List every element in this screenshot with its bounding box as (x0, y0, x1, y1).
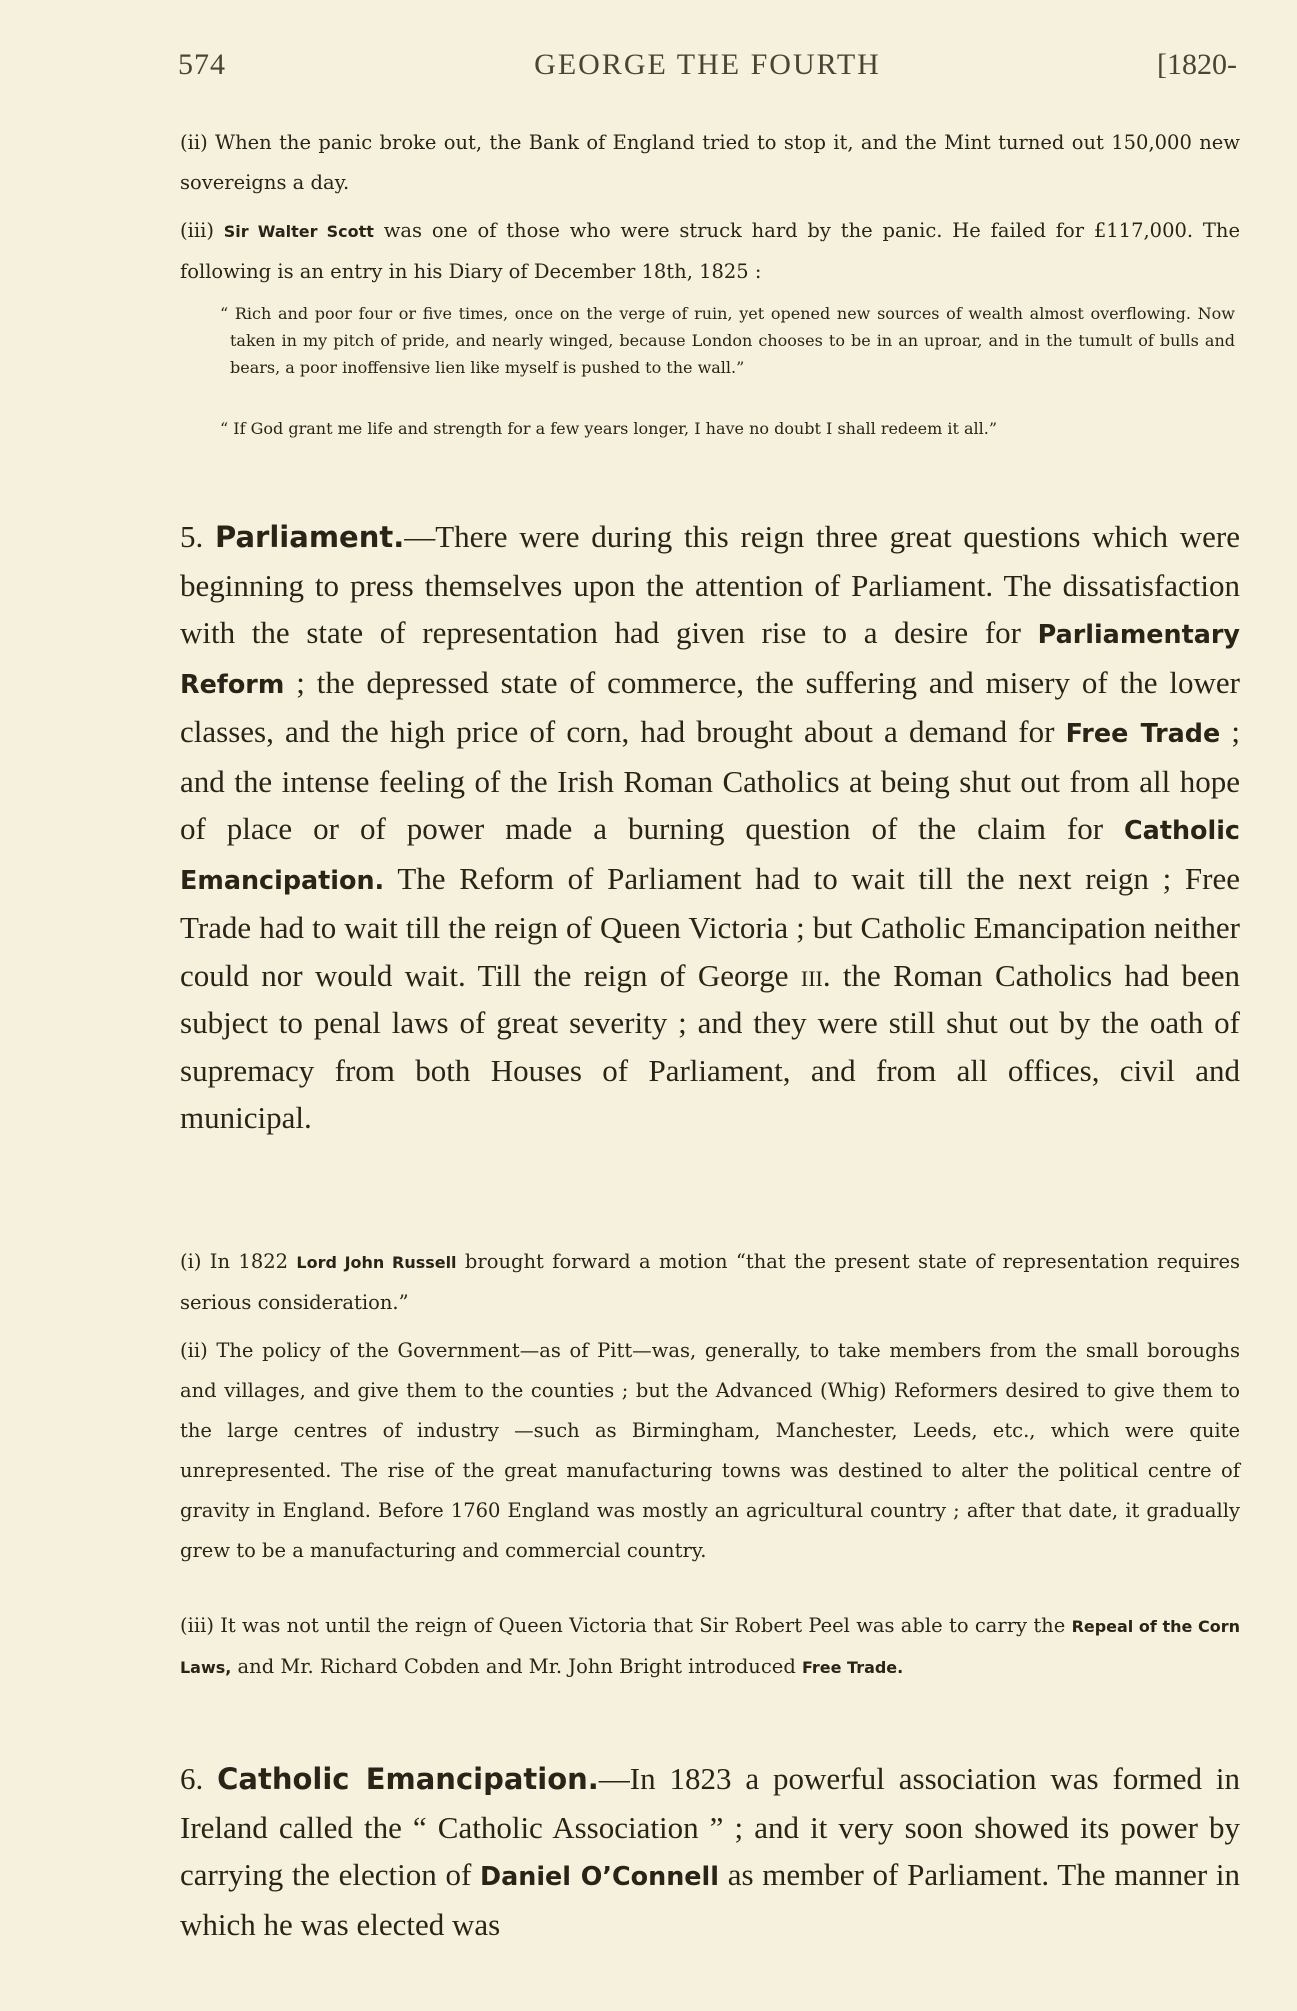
note-lord-john-russell: (i) In 1822 Lord John Russell brought forward a motion “that the present state of representation requires serious consideration.” (180, 1250, 1241, 1314)
section-6-heading: Catholic Emancipation. (217, 1762, 599, 1796)
section-5-parliament: 5. Parliament.—There were during this reign three great questions which were beginning to press themselves upon the attention of Parliament. The dissatisfaction with the state of representation had given rise to a desire for Parliamentary Reform ; the depressed state of commerce, the suffering and misery of the lower classes, and the high price of corn, had brought about a demand for Free Trade ; and the intense feeling of the Irish Roman Catholics at being shut out from all hope of place or of power made a burning question of the claim for Catholic Emancipation. The Reform of Parliament had to wait till the next reign ; Free Trade had to wait till the reign of Queen Victoria ; but Catholic Emancipation neither could nor would wait. Till the reign of George iii. the Roman Catholics had been subject to penal laws of great severity ; and they were still shut out by the oath of supremacy from both Houses of Parliament, and from all offices, civil and municipal. (180, 519, 1240, 1135)
lord-john-russell-name: Lord John Russell (296, 1253, 457, 1272)
walter-scott-name: Sir Walter Scott (223, 222, 374, 241)
note-bank-of-england: (ii) When the panic broke out, the Bank of England tried to stop it, and the Mint turned out 150,000 new sovereigns a day. (180, 131, 1240, 194)
year-marker: [1820- (1157, 48, 1237, 81)
section-5-number: 5. (180, 519, 216, 554)
section-5-heading: Parliament. (215, 520, 405, 554)
section-6-number: 6. (180, 1761, 218, 1796)
running-title: GEORGE THE FOURTH (534, 48, 881, 81)
running-header (178, 48, 1237, 88)
note-government-policy: (ii) The policy of the Government—as of Pitt—was, generally, to take members from the small boroughs and villages, and give them to the counties ; but the Advanced (Whig) Reformers desired to give them to the large centres of industry —such as Birmingham, Manchester, Leeds, etc., which were quite unrepresented. The rise of the great manufacturing towns was destined to alter the political centre of gravity in England. Before 1760 England was mostly an agricultural country ; after that date, it gradually grew to be a manufacturing and commercial country. (180, 1339, 1240, 1562)
diary-quote-1: “ Rich and poor four or five times, once on the verge of ruin, yet opened new sources of wealth almost overflowing. Now taken in my pitch of pride, and nearly winged, because London chooses to be in an uproar, and in the tumult of bulls and bears, a poor inoffensive lien like myself is pushed to the wall.” (220, 304, 1235, 377)
note-walter-scott: (iii) Sir Walter Scott was one of those who were struck hard by the panic. He failed for £117,000. The following is an entry in his Diary of December 18th, 1825 : (180, 219, 1241, 283)
page-number: 574 (178, 48, 226, 81)
diary-quote-2: “ If God grant me life and strength for a few years longer, I have no doubt I shall redeem it all.” (220, 419, 998, 438)
section-6-catholic-emancipation: 6. Catholic Emancipation.—In 1823 a powerful association was formed in Ireland called the “ Catholic Association ” ; and it very soon showed its power by carrying the election of Daniel O’Connell as member of Parliament. The manner in which he was elected was (180, 1761, 1240, 1942)
note-robert-peel: (iii) It was not until the reign of Queen Victoria that Sir Robert Peel was able to carry the Repeal of the Corn Laws, and Mr. Richard Cobden and Mr. John Bright introduced Free Trade. (180, 1614, 1240, 1678)
